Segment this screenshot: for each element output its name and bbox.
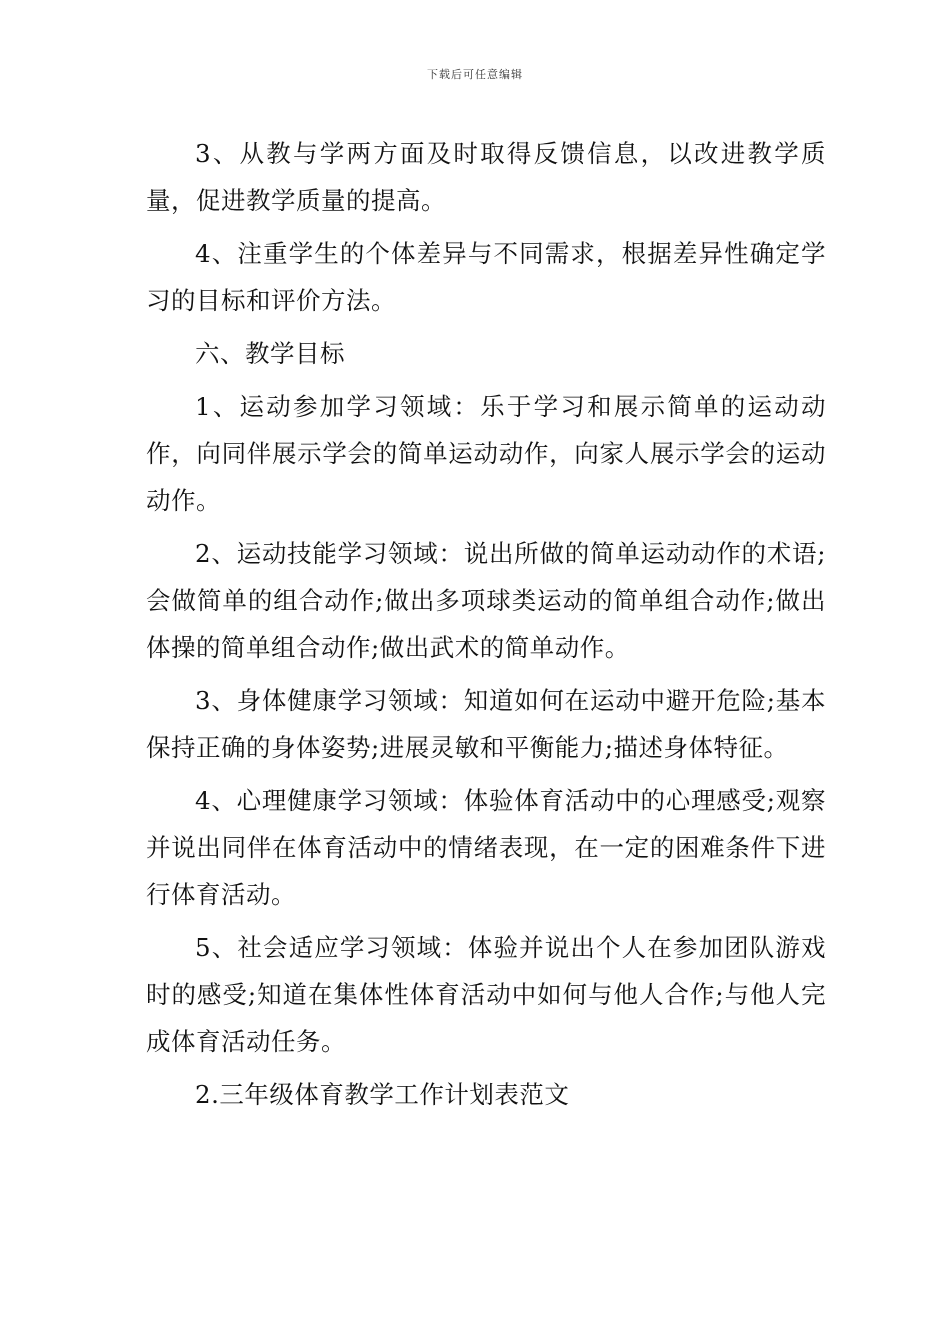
paragraph-goal-participation: 1、运动参加学习领域：乐于学习和展示简单的运动动作，向同伴展示学会的简单运动动作，向家人展示学会的运动动作。 xyxy=(146,392,826,515)
paragraph-feedback: 3、从教与学两方面及时取得反馈信息，以改进教学质量，促进教学质量的提高。 xyxy=(146,139,826,215)
section-heading-grade3-plan: 2.三年级体育教学工作计划表范文 xyxy=(195,1080,570,1109)
paragraph-goal-physical-health: 3、身体健康学习领域：知道如何在运动中避开危险;基本保持正确的身体姿势;进展灵敏和平衡能力;描述身体特征。 xyxy=(146,686,826,762)
paragraph-goal-social-adaptation: 5、社会适应学习领域：体验并说出个人在参加团队游戏时的感受;知道在集体性体育活动中如何与他人合作;与他人完成体育活动任务。 xyxy=(146,933,826,1056)
section-heading-teaching-goals: 六、教学目标 xyxy=(195,339,345,368)
paragraph-individual-differences: 4、注重学生的个体差异与不同需求，根据差异性确定学习的目标和评价方法。 xyxy=(146,239,826,315)
paragraph-goal-skills: 2、运动技能学习领域：说出所做的简单运动动作的术语;会做简单的组合动作;做出多项球类运动的简单组合动作;做出体操的简单组合动作;做出武术的简单动作。 xyxy=(146,539,826,662)
page-header: 下载后可任意编辑 xyxy=(427,68,523,81)
document-body xyxy=(146,130,826,1124)
paragraph-goal-mental-health: 4、心理健康学习领域：体验体育活动中的心理感受;观察并说出同伴在体育活动中的情绪表现，在一定的困难条件下进行体育活动。 xyxy=(146,786,826,909)
